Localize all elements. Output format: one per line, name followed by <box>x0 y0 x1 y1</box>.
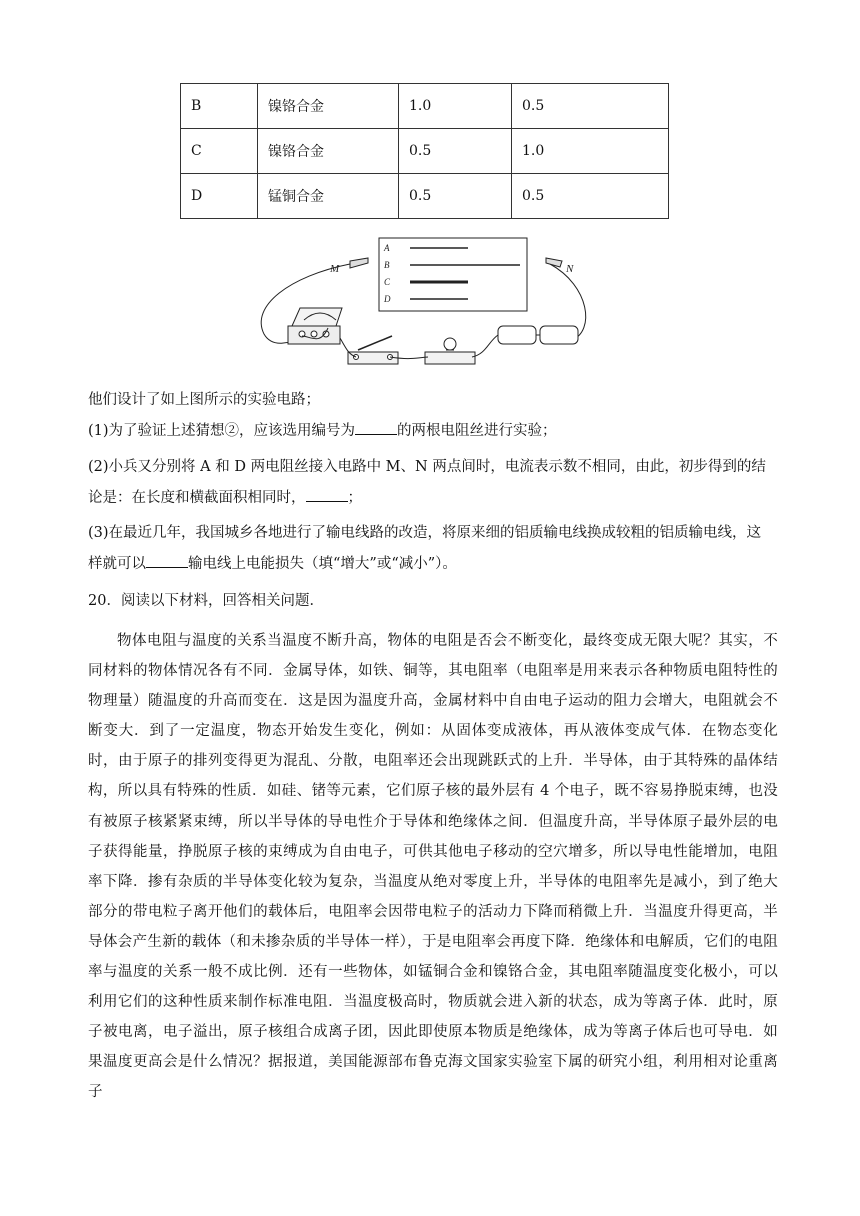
clip-label-m: M <box>330 263 340 275</box>
answer-blank[interactable] <box>146 553 188 568</box>
question-text: 输电线上电能损失（填“增大”或“减小”）。 <box>188 556 457 572</box>
question-text: 样就可以 <box>88 556 146 572</box>
question-text: 论是：在长度和横截面积相同时， <box>88 490 306 506</box>
lamp-base <box>425 352 475 364</box>
wire-label: D <box>384 294 391 304</box>
wire-label: B <box>384 260 390 270</box>
table-row <box>181 174 669 219</box>
table-cell: 1.0 <box>399 84 512 129</box>
wire-label: C <box>384 277 391 287</box>
question-1 <box>88 416 557 446</box>
question-text: (1)为了验证上述猜想②，应该选用编号为 <box>88 423 356 439</box>
clip-right <box>546 258 562 267</box>
table-cell: 锰铜合金 <box>258 174 399 219</box>
table-cell: B <box>181 84 258 129</box>
question-2-line-2 <box>88 483 362 513</box>
lamp-bulb <box>444 338 456 350</box>
answer-blank[interactable] <box>306 487 348 502</box>
ammeter-body <box>292 308 342 326</box>
table-row <box>181 84 669 129</box>
clip-left <box>350 258 368 268</box>
table-cell: D <box>181 174 258 219</box>
battery <box>498 326 536 344</box>
intro-line: 他们设计了如上图所示的实验电路； <box>88 392 320 408</box>
table-cell: 0.5 <box>512 84 669 129</box>
wire-label: A <box>384 243 390 253</box>
wire-board <box>379 238 527 311</box>
circuit-diagram <box>250 236 590 372</box>
ammeter-terminal <box>311 331 317 337</box>
clip-label-n: N <box>566 263 574 275</box>
table-row <box>181 129 669 174</box>
table-cell: 镍铬合金 <box>258 84 399 129</box>
table-cell: 0.5 <box>512 174 669 219</box>
table-cell: 1.0 <box>512 129 669 174</box>
switch-lever <box>358 336 392 350</box>
question-text: ； <box>347 490 362 506</box>
question-3-line-1: (3)在最近几年，我国城乡各地进行了输电线路的改造，将原来细的铝质输电线换成较粗的铝质输电线，这 <box>88 525 762 541</box>
table-cell: 0.5 <box>399 129 512 174</box>
wire-table <box>180 83 669 219</box>
reading-passage: 物体电阻与温度的关系当温度不断升高，物体的电阻是否会不断变化，最终变成无限大呢？其实，不同材料的物体情况各有不同．金属导体，如铁、铜等，其电阻率（电阻率是用来表示各种物质电阻特性的物理量）随温度的升高而变在．这是因为温度升高，金属材料中自由电子运动的阻力会增大，电阻就会不断变大．到了一定温度，物态开始发生变化，例如：从固体变成液体，再从液体变成气体．在物态变化时，由于原子的排列变得更为混乱、分散，电阻率还会出现跳跃式的上升．半导体，由于其特殊的晶体结构，所以具有特殊的性质．如硅、锗等元素，它们原子核的最外层有 4 个电子，既不容易挣脱束缚，也没有被原子核紧紧束缚，所以半导体的导电性介于导体和绝缘体之间．但温度升高，半导体原子最外层的电子获得能量，挣脱原子核的束缚成为自由电子，可供其他电子移动的空穴增多，所以导电性能增加，电阻率下降．掺有杂质的半导体变化较为复杂，当温度从绝对零度上升，半导体的电阻率先是减小，到了绝大部分的带电粒子离开他们的载体后，电阻率会因带电粒子的活动力下降而稍微上升．当温度升得更高，半导体会产生新的载体（和未掺杂质的半导体一样），于是电阻率会再度下降．绝缘体和电解质，它们的电阻率与温度的关系一般不成比例．还有一些物体，如锰铜合金和镍铬合金，其电阻率随温度变化极小，可以利用它们的这种性质来制作标准电阻．当温度极高时，物质就会进入新的状态，成为等离子体．此时，原子被电离，电子溢出，原子核组合成离子团，因此即使原本物质是绝缘体，成为等离子体后也可导电．如果温度更高会是什么情况？据报道，美国能源部布鲁克海文国家实验室下属的研究小组，利用相对论重离子 <box>88 633 778 1101</box>
question-3-line-2 <box>88 549 457 579</box>
battery <box>540 326 578 344</box>
table-cell: 0.5 <box>399 174 512 219</box>
answer-blank[interactable] <box>355 420 397 435</box>
table-cell: C <box>181 129 258 174</box>
question-text: 的两根电阻丝进行实验； <box>397 423 557 439</box>
question-2-line-1: (2)小兵又分别将 A 和 D 两电阻丝接入电路中 M、N 两点间时，电流表示数不相同，由此，初步得到的结 <box>88 459 766 475</box>
table-cell: 镍铬合金 <box>258 129 399 174</box>
question-20-heading: 20．阅读以下材料，回答相关问题． <box>88 593 324 609</box>
